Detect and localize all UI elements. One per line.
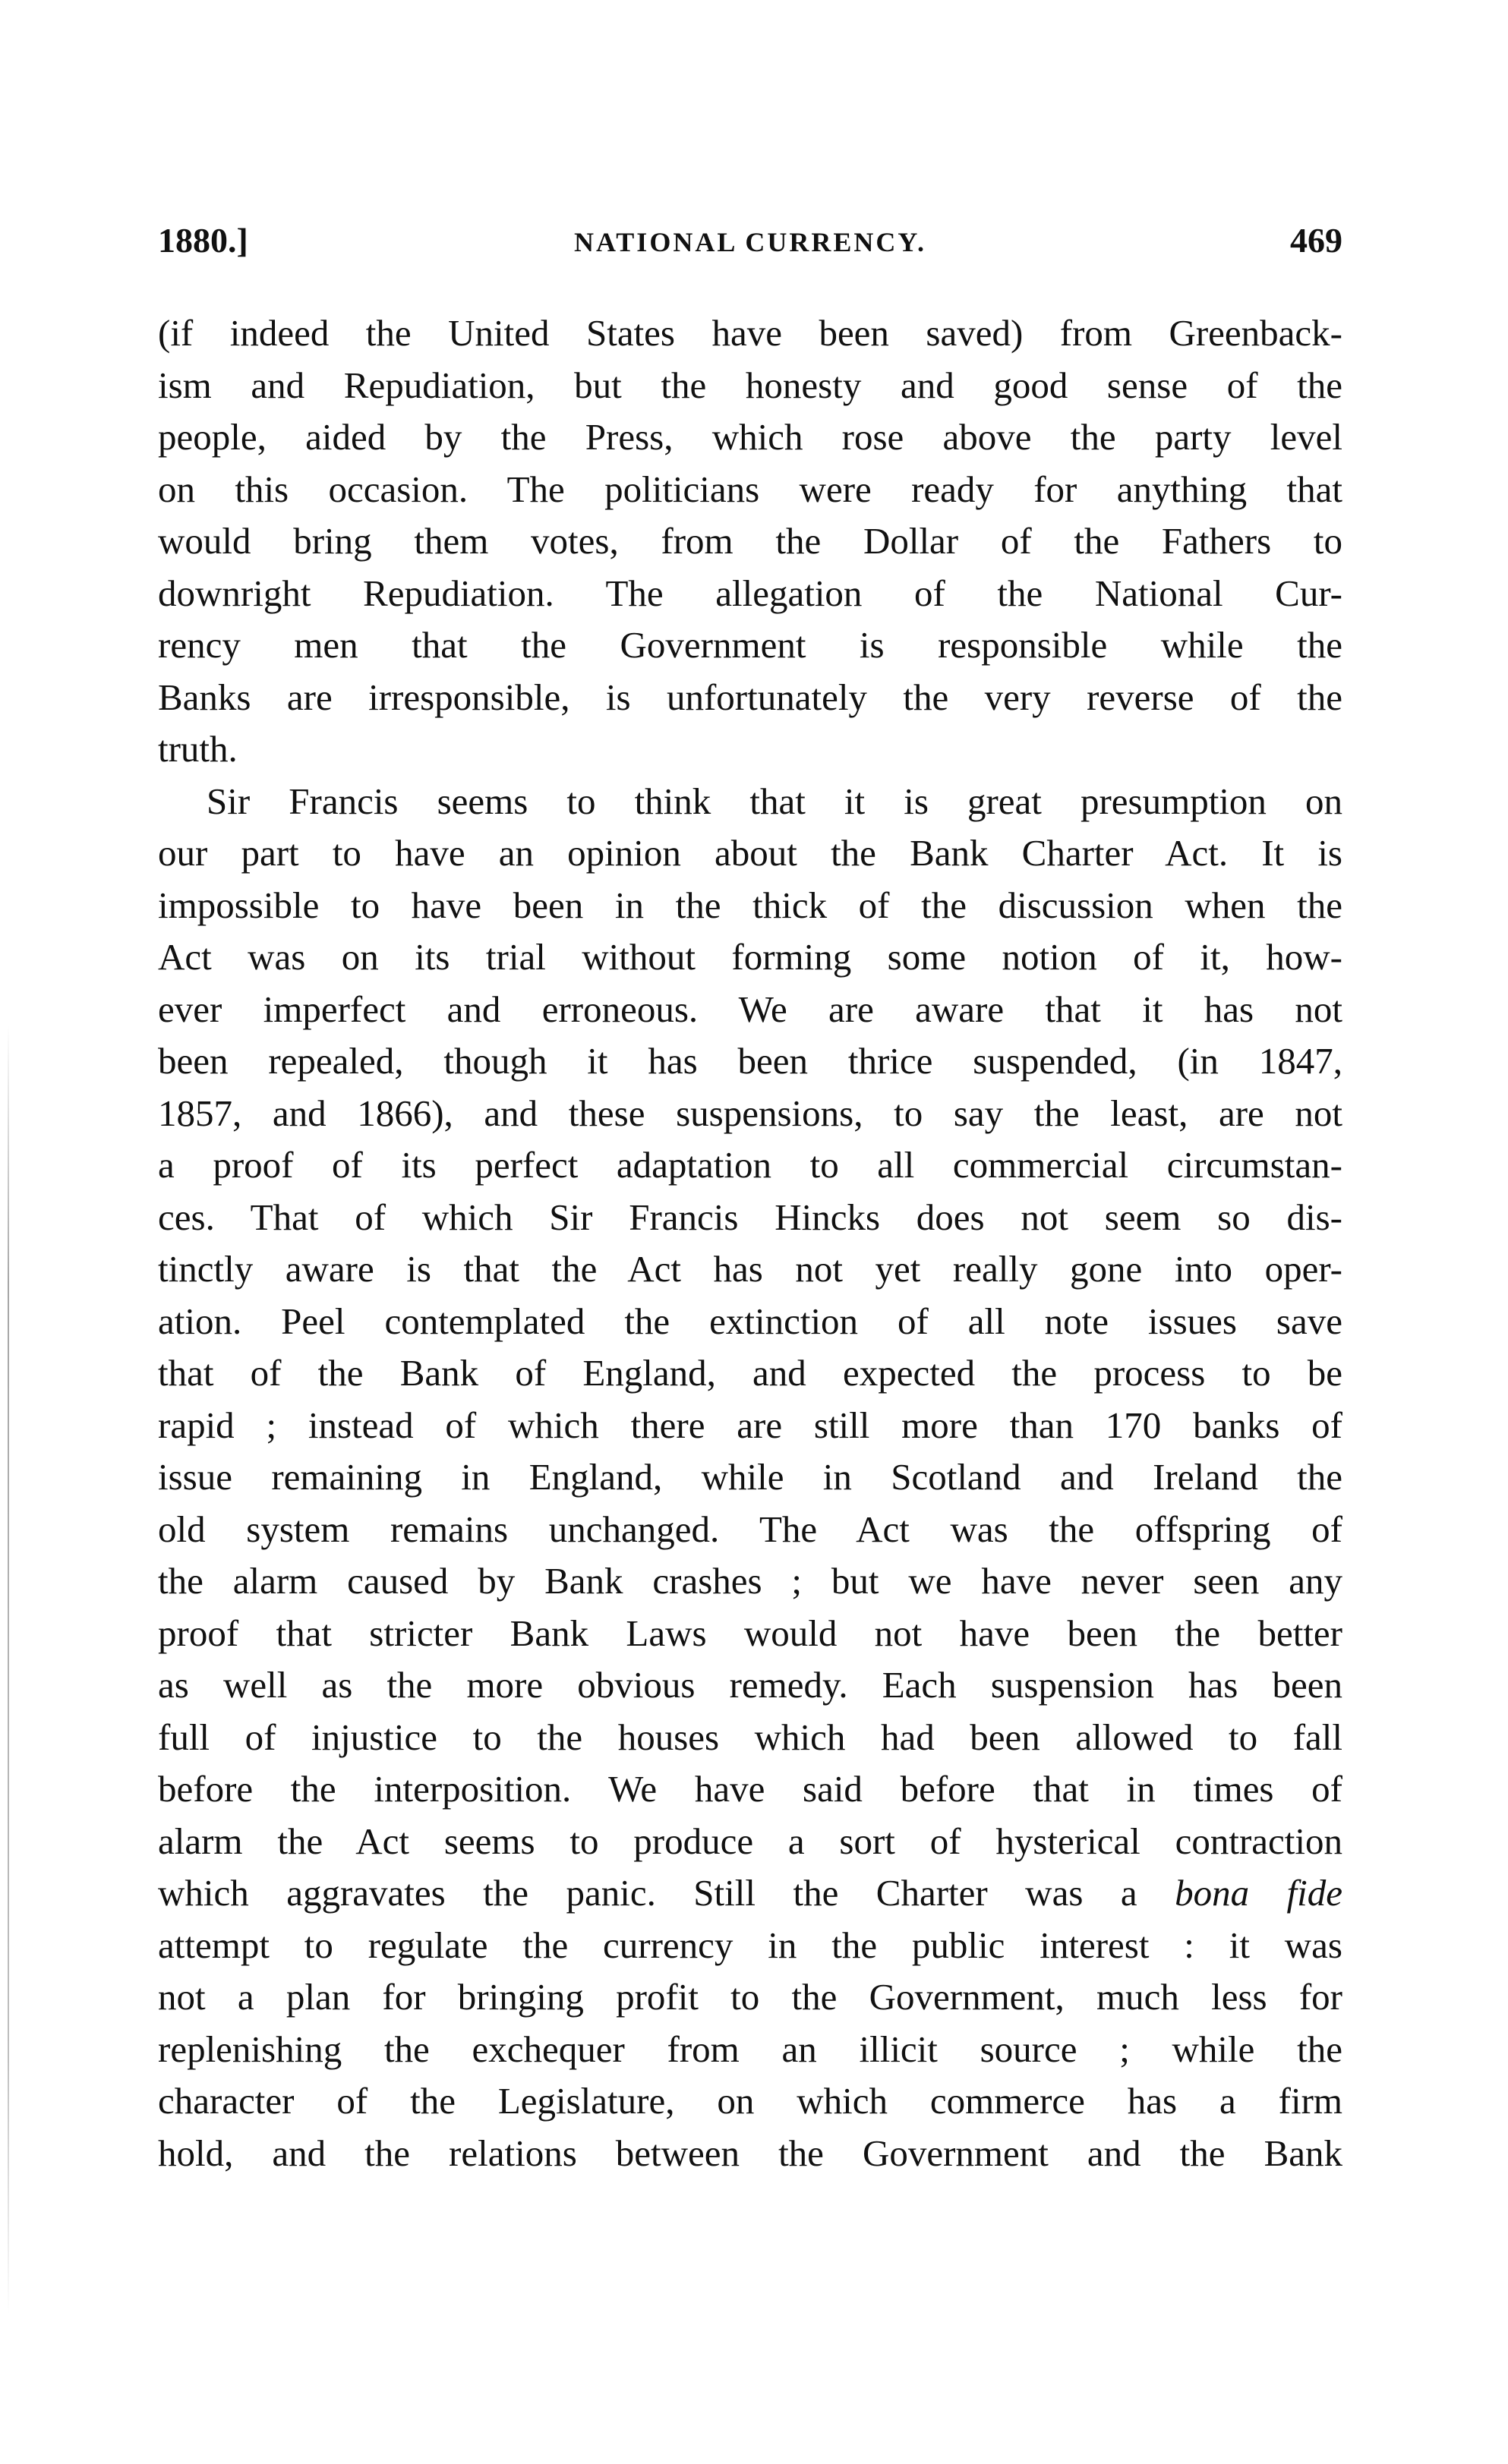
text-line: that of the Bank of England, and expected the process to be [158,1352,1342,1394]
body-text [158,307,1342,2179]
text-line: ism and Repudiation, but the honesty and good sense of the [158,364,1342,406]
text-line: issue remaining in England, while in Scotland and Ireland the [158,1456,1342,1498]
text-line: attempt to regulate the currency in the public interest : it was [158,1924,1342,1966]
text-line: not a plan for bringing profit to the Government, much less for [158,1976,1342,2018]
text-line: (if indeed the United States have been saved) from Greenback- [158,312,1342,354]
text-line: ces. That of which Sir Francis Hincks does not seem so dis- [158,1196,1342,1238]
text-line: hold, and the relations between the Government and the Bank [158,2132,1342,2174]
paragraph-start-line: Sir Francis seems to think that it is great presumption on [207,780,1342,822]
text-line-with-italic [158,1867,1342,1920]
text-line-lead: which aggravates the panic. Still the Charter was a [158,1872,1137,1914]
text-line: people, aided by the Press, which rose above the party level [158,416,1342,458]
text-line: rency men that the Government is responsible while the [158,624,1342,666]
text-line: ever imperfect and erroneous. We are aware that it has not [158,988,1342,1030]
text-line: been repealed, though it has been thrice suspended, (in 1847, [158,1040,1342,1082]
text-line: the alarm caused by Bank crashes ; but we have never seen any [158,1560,1342,1602]
text-line: replenishing the exchequer from an illicit source ; while the [158,2028,1342,2070]
text-line: Act was on its trial without forming some notion of it, how- [158,936,1342,978]
text-line: downright Repudiation. The allegation of the National Cur- [158,572,1342,614]
text-line: rapid ; instead of which there are still more than 170 banks of [158,1404,1342,1446]
text-line: our part to have an opinion about the Bank Charter Act. It is [158,832,1342,874]
page-edge-shadow [8,1025,9,2315]
text-line: full of injustice to the houses which had been allowed to fall [158,1716,1342,1758]
text-line: would bring them votes, from the Dollar of the Fathers to [158,520,1342,562]
text-line: old system remains unchanged. The Act was the offspring of [158,1508,1342,1550]
text-line: alarm the Act seems to produce a sort of hysterical contraction [158,1820,1342,1862]
text-line: as well as the more obvious remedy. Each suspension has been [158,1664,1342,1706]
text-line: impossible to have been in the thick of the discussion when the [158,884,1342,926]
running-header [158,220,1342,281]
text-line: tinctly aware is that the Act has not yet really gone into oper- [158,1248,1342,1290]
header-year: 1880.] [158,221,248,260]
text-line: character of the Legislature, on which commerce has a firm [158,2080,1342,2122]
text-line: Banks are irresponsible, is unfortunately the very reverse of the [158,676,1342,718]
header-title: NATIONAL CURRENCY. [573,227,927,257]
page-number: 469 [1290,221,1342,260]
text-line: a proof of its perfect adaptation to all commercial circumstan- [158,1144,1342,1186]
text-line: 1857, and 1866), and these suspensions, to say the least, are not [158,1092,1342,1134]
text-line: ation. Peel contemplated the extinction of all note issues save [158,1300,1342,1342]
text-line: proof that stricter Bank Laws would not have been the better [158,1612,1342,1654]
text-line: on this occasion. The politicians were ready for anything that [158,468,1342,510]
text-line: before the interposition. We have said before that in times of [158,1768,1342,1810]
paragraph-end-line: truth. [158,728,238,770]
italic-phrase: bona fide [1175,1872,1342,1914]
